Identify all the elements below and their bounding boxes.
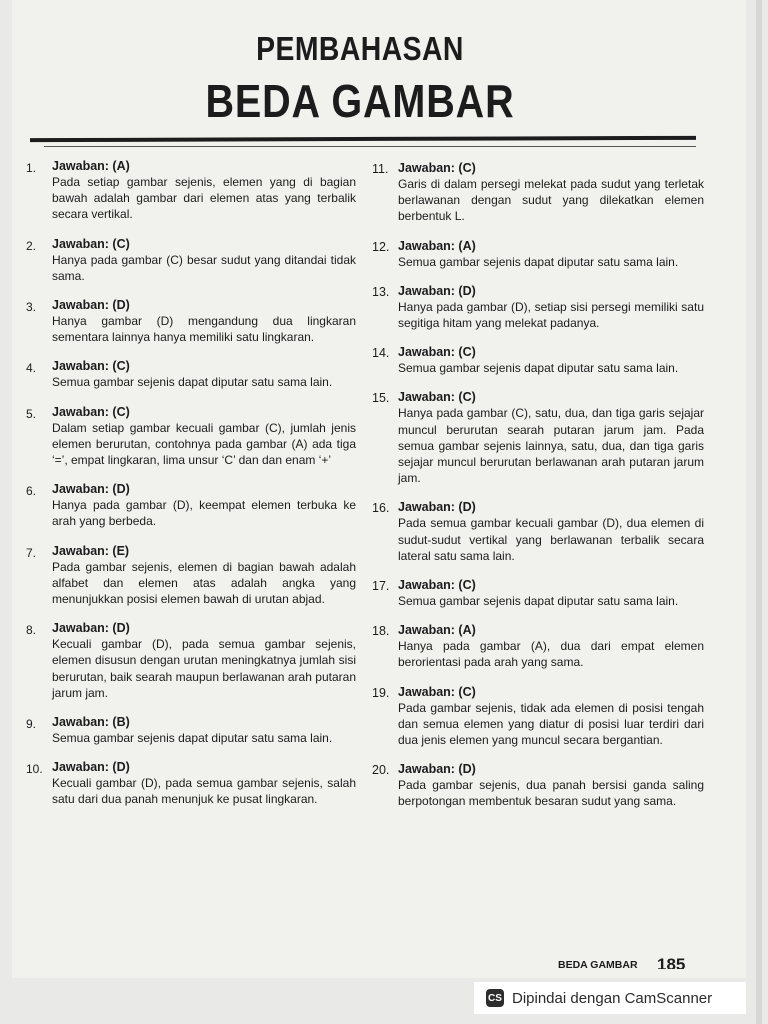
camscanner-watermark — [474, 982, 746, 1014]
answer-label: Jawaban: (C) — [398, 578, 476, 593]
answer-explanation: Hanya pada gambar (C) besar sudut yang ditandai tidak sama. — [52, 252, 356, 283]
item-number: 17. — [372, 579, 390, 594]
item-number: 7. — [26, 545, 37, 560]
answer-label: Jawaban: (E) — [52, 543, 130, 558]
item-number: 5. — [26, 406, 37, 421]
answer-item — [26, 358, 356, 390]
answer-label: Jawaban: (C) — [398, 684, 476, 699]
item-number: 8. — [26, 623, 37, 638]
answer-label: Jawaban: (B) — [52, 715, 130, 730]
answer-item — [26, 481, 356, 529]
answer-explanation: Semua gambar sejenis dapat diputar satu sama lain. — [398, 254, 679, 269]
answer-explanation: Hanya pada gambar (C), satu, dua, dan tiga garis sejajar muncul berurutan searah putaran jarum jam. Pada semua gambar sejenis lainnya, satu, dua, dan tiga garis sejajar muncul berurutan berlawanan arah putaran jarum jam. — [398, 406, 704, 486]
answer-explanation: Pada setiap gambar sejenis, elemen yang di bagian bawah adalah gambar dari elemen atas yang terbalik secara vertikal. — [52, 175, 356, 222]
item-number: 19. — [372, 685, 390, 700]
item-number: 2. — [26, 238, 37, 253]
answer-explanation: Pada gambar sejenis, elemen di bagian bawah adalah alfabet dan elemen atas adalah angka yang menunjukkan posisi elemen bawah di urutan abjad. — [52, 559, 356, 607]
answer-explanation: Hanya pada gambar (A), dua dari empat elemen berorientasi pada arah yang sama. — [398, 639, 704, 670]
answer-explanation: Pada gambar sejenis, dua panah bersisi ganda saling berpotongan membentuk besaran sudut yang sama. — [398, 778, 704, 809]
answers-right-column — [372, 160, 704, 823]
answer-item — [372, 389, 704, 486]
answer-explanation: Pada semua gambar kecuali gambar (D), dua elemen di sudut-sudut vertikal yang berlawanan terbalik secara lateral satu sama lain. — [398, 516, 704, 563]
answer-explanation: Semua gambar sejenis dapat diputar satu sama lain. — [52, 375, 333, 390]
title-line-2: BEDA GAMBAR — [205, 75, 515, 127]
answer-label: Jawaban: (D) — [398, 762, 476, 777]
answer-explanation: Hanya gambar (D) mengandung dua lingkaran sementara lainnya hanya memiliki satu lingkaran. — [52, 314, 356, 345]
answer-item — [26, 297, 356, 345]
item-number: 10. — [26, 762, 43, 777]
answer-label: Jawaban: (A) — [52, 159, 130, 173]
title-line-1: PEMBAHASAN — [256, 30, 464, 67]
answer-item — [26, 236, 356, 284]
answer-item — [372, 622, 704, 670]
footer-section-title: BEDA GAMBAR — [558, 959, 638, 971]
answer-item — [372, 160, 704, 225]
item-number: 11. — [372, 162, 389, 176]
item-number: 4. — [26, 361, 37, 376]
item-number: 20. — [372, 763, 390, 778]
page-edge — [756, 0, 762, 1024]
answer-label: Jawaban: (C) — [52, 236, 130, 251]
answer-label: Jawaban: (D) — [398, 283, 476, 298]
answer-item — [372, 238, 704, 270]
item-number: 6. — [26, 484, 37, 499]
answer-label: Jawaban: (A) — [398, 238, 476, 253]
item-number: 14. — [372, 346, 390, 361]
answer-explanation: Hanya pada gambar (D), keempat elemen terbuka ke arah yang berbeda. — [52, 498, 356, 529]
answer-item — [372, 761, 704, 809]
answer-explanation: Kecuali gambar (D), pada semua gambar sejenis, elemen disusun dengan urutan meningkatnya jumlah sisi berurutan, baik searah maupun berlawanan arah putaran jarum jam. — [52, 637, 356, 700]
answer-explanation: Hanya pada gambar (D), setiap sisi persegi memiliki satu segitiga hitam yang melekat padanya. — [398, 299, 704, 331]
answer-explanation: Dalam setiap gambar kecuali gambar (C), jumlah jenis elemen berurutan, contohnya pada gambar (A) ada tiga ‘=’, empat lingkaran, lima unsur ‘C’ dan dan enam ‘+’ — [52, 420, 356, 468]
answer-item — [372, 684, 704, 749]
answer-item — [372, 499, 704, 564]
item-number: 16. — [372, 501, 390, 516]
item-number: 18. — [372, 624, 390, 639]
answer-label: Jawaban: (C) — [52, 404, 130, 419]
answer-item — [26, 620, 356, 701]
header-rule-thin — [44, 146, 696, 147]
answer-label: Jawaban: (D) — [52, 760, 130, 775]
answer-label: Jawaban: (D) — [398, 500, 476, 515]
answer-explanation: Semua gambar sejenis dapat diputar satu sama lain. — [398, 594, 679, 609]
item-number: 3. — [26, 300, 37, 315]
camscanner-icon: CS — [486, 989, 504, 1007]
item-number: 15. — [372, 391, 390, 406]
answers-left-column — [26, 158, 356, 821]
answer-item — [26, 543, 356, 608]
answer-label: Jawaban: (D) — [52, 621, 130, 636]
item-number: 12. — [372, 239, 390, 254]
answer-item — [26, 404, 356, 469]
answer-label: Jawaban: (C) — [398, 345, 476, 360]
answer-item — [26, 158, 356, 223]
answer-item — [26, 759, 356, 807]
answer-explanation: Semua gambar sejenis dapat diputar satu sama lain. — [52, 731, 333, 746]
item-number: 1. — [26, 161, 37, 175]
answer-item — [372, 344, 704, 376]
page-number: 185 — [657, 955, 686, 969]
answer-explanation: Semua gambar sejenis dapat diputar satu sama lain. — [398, 361, 679, 376]
answer-label: Jawaban: (D) — [52, 482, 130, 497]
answer-explanation: Garis di dalam persegi melekat pada sudut yang terletak berlawanan dengan sudut yang dilekatkan elemen berbentuk L. — [398, 177, 704, 224]
answer-label: Jawaban: (D) — [52, 298, 130, 313]
answer-item — [26, 714, 356, 746]
answer-label: Jawaban: (C) — [52, 359, 130, 374]
answer-label: Jawaban: (A) — [398, 623, 476, 638]
answer-item — [372, 283, 704, 331]
answer-label: Jawaban: (C) — [398, 161, 476, 175]
item-number: 13. — [372, 284, 390, 299]
answer-label: Jawaban: (C) — [398, 390, 476, 405]
item-number: 9. — [26, 717, 37, 732]
answer-explanation: Pada gambar sejenis, tidak ada elemen di posisi tengah dan semua elemen yang diatur di posisi luar terdiri dari dua jenis elemen yang muncul secara bergantian. — [398, 700, 704, 748]
answer-explanation: Kecuali gambar (D), pada semua gambar sejenis, salah satu dari dua panah menunjuk ke pusat lingkaran. — [52, 776, 356, 807]
answer-item — [372, 577, 704, 609]
camscanner-label: Dipindai dengan CamScanner — [512, 989, 713, 1007]
